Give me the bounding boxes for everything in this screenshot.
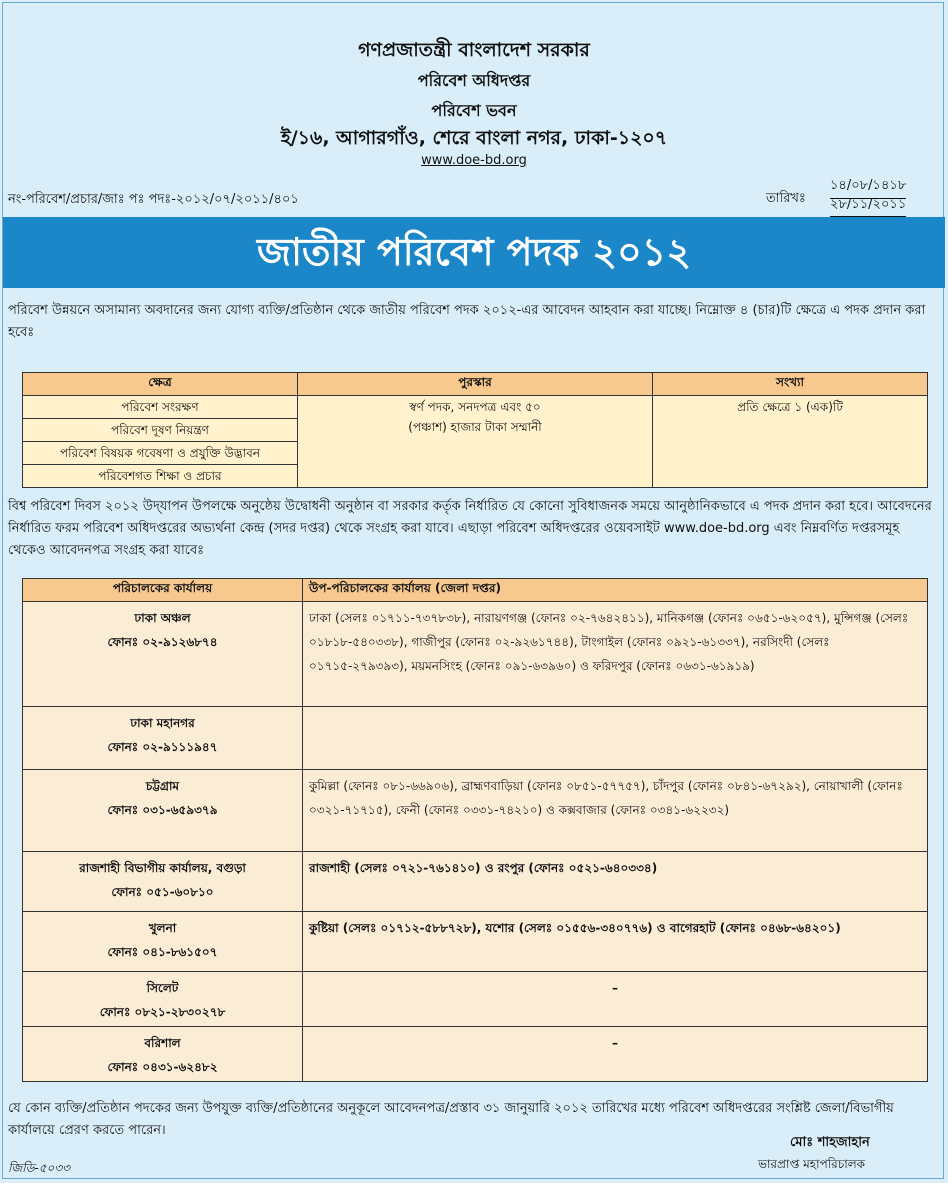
office-name: ঢাকা মহানগর <box>130 716 195 730</box>
table-row <box>23 972 928 1027</box>
memo-number: নং-পরিবেশ/প্রচার/জাঃ পঃ পদঃ-২০১২/০৭/২০১১/৪০১ <box>8 192 299 207</box>
office-phone: ফোনঃ ০৮২১-২৮৩০২৭৮ <box>99 1005 226 1019</box>
prize-cell <box>298 396 653 488</box>
website-link[interactable]: www.doe-bd.org <box>421 153 527 168</box>
department-name: পরিবেশ অধিদপ্তর <box>417 71 531 90</box>
office-cell <box>23 852 303 912</box>
table-row <box>23 852 928 912</box>
header-district-office: উপ-পরিচালকের কার্যালয় (জেলা দপ্তর) <box>303 579 928 602</box>
office-phone: ফোনঃ ০৪১-৮৬১৫০৭ <box>107 945 218 959</box>
address: ই/১৬, আগারগাঁও, শেরে বাংলা নগর, ঢাকা-১২০৭ <box>280 127 668 149</box>
districts-cell <box>303 707 928 770</box>
office-phone: ফোনঃ ০২-৯১২৬৮৭৪ <box>107 635 218 649</box>
districts-cell: কুমিল্লা (ফোনঃ ০৮১-৬৬৯০৬), ব্রাহ্মণবাড়িয়া (ফোনঃ ০৮৫১-৫৭৭৫৭), চাঁদপুর (ফোনঃ ০৮৪১-৬৭২৯২), নোয়াখালী (ফোনঃ ০৩২১-৭১৭১৫), ফেনী (ফোনঃ ০৩৩১-৭৪২১০) ও কক্সবাজার (ফোনঃ ০৩৪১-৬২২৩২) <box>303 770 928 852</box>
districts-cell: – <box>303 972 928 1027</box>
count-cell: প্রতি ক্ষেত্রে ১ (এক)টি <box>653 396 928 488</box>
header-director-office: পরিচালকের কার্যালয় <box>23 579 303 602</box>
header-prize: পুরস্কার <box>298 373 653 396</box>
office-phone: ফোনঃ ০৫১-৬০৮১০ <box>111 885 214 899</box>
award-table-header <box>23 373 928 396</box>
office-cell <box>23 912 303 972</box>
field-cell: পরিবেশগত শিক্ষা ও প্রচার <box>23 465 298 488</box>
office-cell <box>23 972 303 1027</box>
header-count: সংখ্যা <box>653 373 928 396</box>
office-cell <box>23 1027 303 1082</box>
table-row <box>23 1027 928 1082</box>
office-phone: ফোনঃ ০৪৩১-৬২৪৮২ <box>107 1060 218 1074</box>
office-name: চট্টগ্রাম <box>145 779 180 793</box>
government-name: গণপ্রজাতন্ত্রী বাংলাদেশ সরকার <box>358 39 590 61</box>
date-english: ২৮/১১/২০১১ <box>830 195 906 217</box>
table-row <box>23 602 928 707</box>
date-label: তারিখঃ <box>766 191 806 206</box>
districts-cell: কুষ্টিয়া (সেলঃ ০১৭১২-৫৮৮৭২৮), যশোর (সেলঃ ০১৫৫৬-৩৪০৭৭৬) ও বাগেরহাট (ফোনঃ ০৪৬৮-৬৪২০১) <box>303 912 928 972</box>
office-phone: ফোনঃ ০২-৯১১১৯৪৭ <box>107 740 218 754</box>
office-table <box>22 578 928 1082</box>
header-field: ক্ষেত্র <box>23 373 298 396</box>
office-cell <box>23 602 303 707</box>
signatory-title: ভারপ্রাপ্ত মহাপরিচালক <box>758 1157 866 1171</box>
table-row <box>23 396 928 419</box>
office-cell <box>23 770 303 852</box>
table-row <box>23 770 928 852</box>
body-paragraph: বিশ্ব পরিবেশ দিবস ২০১২ উদ্‌যাপন উপলক্ষে অনুষ্ঠেয় উদ্বোধনী অনুষ্ঠান বা সরকার কর্তৃক নির্ধারিত যে কোনো সুবিধাজনক সময়ে আনুষ্ঠানিকভাবে এ পদক প্রদান করা হবে। আবেদনের নির্ধারিত ফরম পরিবেশ অধিদপ্তরের অভ্যর্থনা কেন্দ্র (সদর দপ্তর) থেকে সংগ্রহ করা যাবে। এছাড়া পরিবেশ অধিদপ্তরের ওয়েবসাইট www.doe-bd.org এবং নিম্নবর্ণিত দপ্তরসমূহ থেকেও আবেদনপত্র সংগ্রহ করা যাবেঃ <box>8 499 932 558</box>
office-name: বরিশাল <box>144 1036 181 1050</box>
office-name: ঢাকা অঞ্চল <box>134 611 191 625</box>
field-cell: পরিবেশ সংরক্ষণ <box>23 396 298 419</box>
gd-number: জিডি-৫০৩৩ <box>8 1161 70 1175</box>
office-phone: ফোনঃ ০৩১-৬৫৯৩৭৯ <box>107 803 218 817</box>
prize-line: (পঞ্চাশ) হাজার টাকা সম্মানী <box>408 420 542 434</box>
title-banner: জাতীয় পরিবেশ পদক ২০১২ <box>3 217 945 288</box>
date-bangla: ১৪/০৮/১৪১৮ <box>830 176 906 199</box>
office-table-header <box>23 579 928 602</box>
office-name: খুলনা <box>148 921 177 935</box>
districts-cell: – <box>303 1027 928 1082</box>
table-row <box>23 707 928 770</box>
field-cell: পরিবেশ দূষণ নিয়ন্ত্রণ <box>23 419 298 442</box>
districts-cell: ঢাকা (সেলঃ ০১৭১১-৭৩৭৮৩৮), নারায়ণগঞ্জ (ফোনঃ ০২-৭৬৪২৪১১), মানিকগঞ্জ (ফোনঃ ০৬৫১-৬২০৫৭), মুন্সিগঞ্জ (সেলঃ ০১৮১৮-৫৪০৩৩৮), গাজীপুর (ফোনঃ ০২-৯২৬১৭৪৪), টাংগাইল (ফোনঃ ০৯২১-৬১৩৩৭), নরসিংদী (সেলঃ ০১৭১৫-২৭৯৩৯৩), ময়মনসিংহ (ফোনঃ ০৯১-৬৩৯৬০) ও ফরিদপুর (ফোনঃ ০৬৩১-৬১৯১৯) <box>303 602 928 707</box>
table-row <box>23 912 928 972</box>
districts-cell: রাজশাহী (সেলঃ ০৭২১-৭৬১৪১০) ও রংপুর (ফোনঃ ০৫২১-৬৪০৩৩৪) <box>303 852 928 912</box>
building-name: পরিবেশ ভবন <box>431 101 517 120</box>
signatory-name: মোঃ শাহজাহান <box>790 1135 870 1150</box>
closing-paragraph: যে কোন ব্যক্তি/প্রতিষ্ঠান পদকের জন্য উপযুক্ত ব্যক্তি/প্রতিষ্ঠানের অনুকূলে আবেদনপত্র/প্রস্তাব ৩১ জানুয়ারি ২০১২ তারিখের মধ্যে পরিবেশ অধিদপ্তরের সংশ্লিষ্ট জেলা/বিভাগীয় কার্যালয়ে প্রেরণ করতে পারেন। <box>8 1101 894 1138</box>
office-cell <box>23 707 303 770</box>
prize-line: স্বর্ণ পদক, সনদপত্র এবং ৫০ <box>409 400 541 414</box>
field-cell: পরিবেশ বিষয়ক গবেষণা ও প্রযুক্তি উদ্ভাবন <box>23 442 298 465</box>
intro-paragraph: পরিবেশ উন্নয়নে অসামান্য অবদানের জন্য যোগ্য ব্যক্তি/প্রতিষ্ঠান থেকে জাতীয় পরিবেশ পদক ২০১২-এর আবেদন আহবান করা যাচ্ছে। নিম্নোক্ত ৪ (চার)টি ক্ষেত্রে এ পদক প্রদান করা হবেঃ <box>8 303 926 340</box>
office-name: সিলেট <box>146 981 179 995</box>
award-table <box>22 372 928 488</box>
office-name: রাজশাহী বিভাগীয় কার্যালয়, বগুড়া <box>79 861 246 875</box>
